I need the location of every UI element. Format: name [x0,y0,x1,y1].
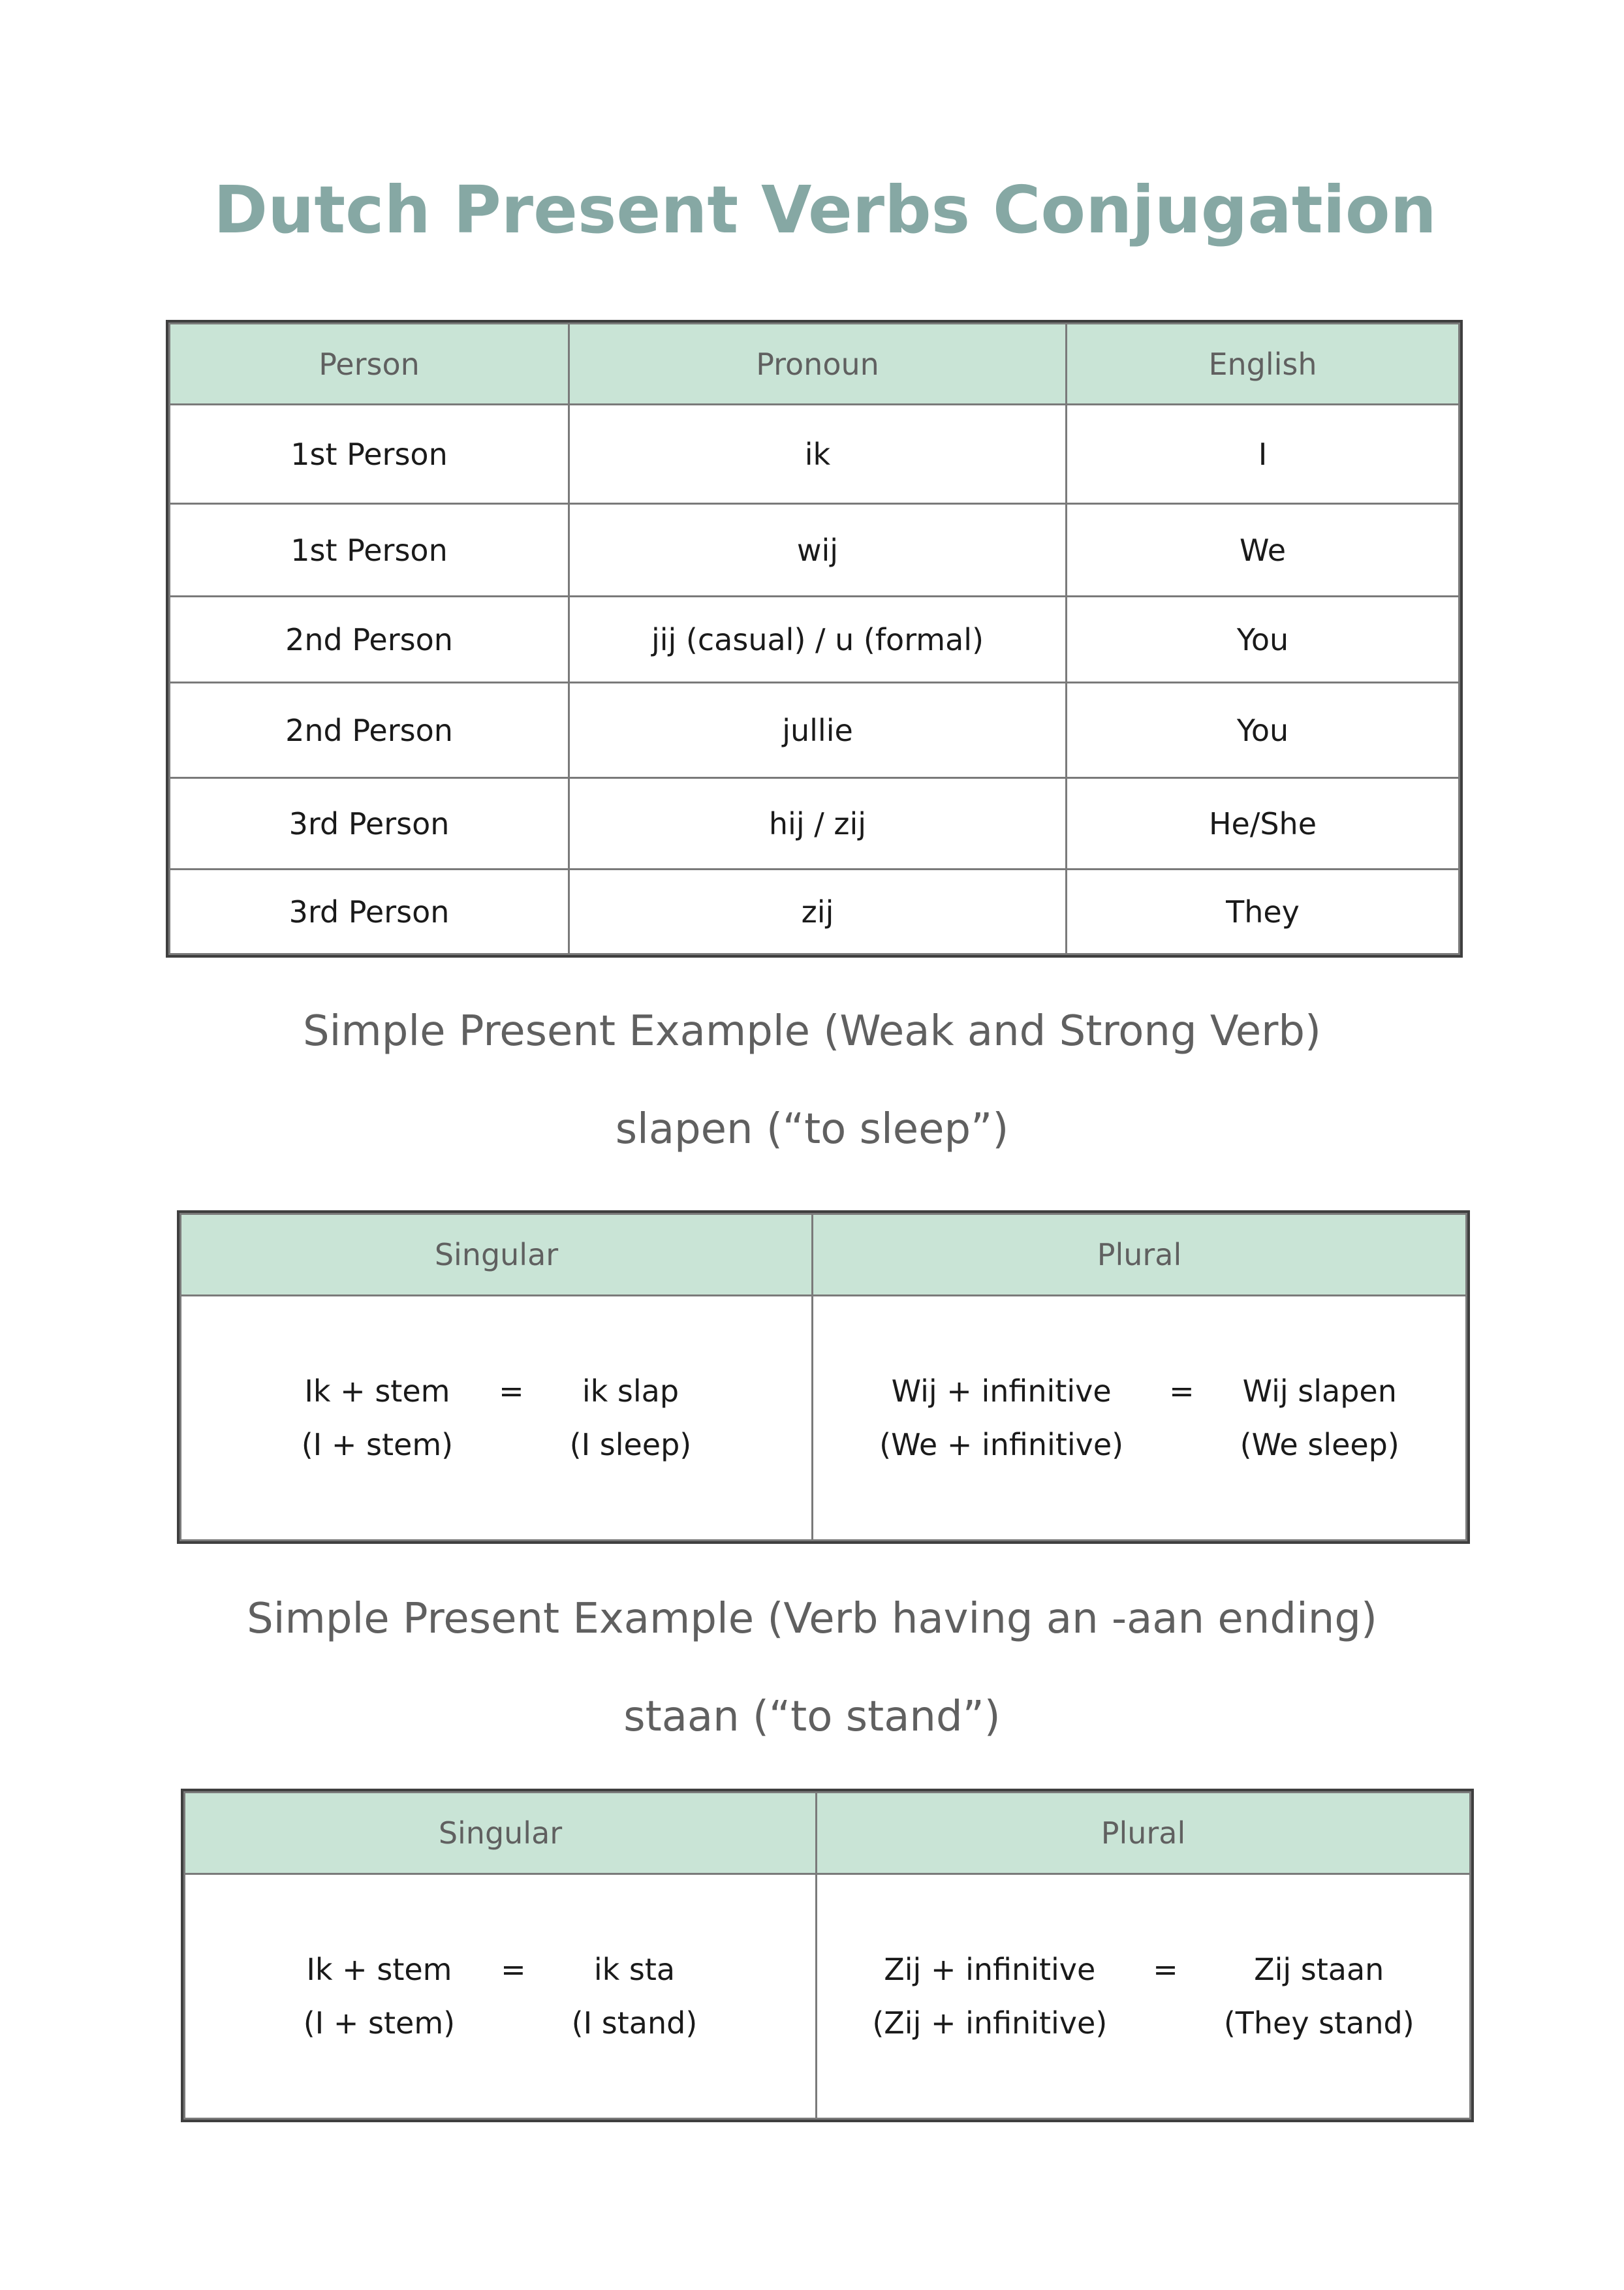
plural-cell [817,1874,1471,2119]
example2-verb: staan (“to stand”) [623,1693,1001,1741]
formula-text: Wij + infinitive [891,1373,1112,1409]
pronoun-cell: hij / zij [569,778,1067,870]
person-cell: 1st Person [170,405,569,504]
formula-translation: (I + stem) [301,1427,454,1462]
english-cell: They [1067,870,1460,954]
column-header-plural: Plural [817,1793,1471,1874]
page-title: Dutch Present Verbs Conjugation [213,172,1437,248]
table-row [170,870,1460,954]
result-text: ik slap [582,1373,679,1409]
formula-translation: (We + infinitive) [879,1427,1124,1462]
equals-sign: = [499,1373,524,1409]
result-text: Wij slapen [1242,1373,1397,1409]
column-header-singular: Singular [181,1214,813,1296]
formula-translation: (Zij + infinitive) [872,2005,1108,2041]
singular-cell [181,1296,813,1541]
person-cell: 2nd Person [170,683,569,778]
equals-sign: = [1169,1373,1195,1409]
table-header-row [170,324,1460,405]
result-text: Zij staan [1254,1952,1384,1987]
pronoun-cell: wij [569,504,1067,597]
column-header-pronoun: Pronoun [569,324,1067,405]
conjugation-formula [304,1952,698,2041]
singular-cell [185,1874,817,2119]
example2-heading: Simple Present Example (Verb having an -aan ending) [247,1595,1377,1643]
plural-cell [813,1296,1467,1541]
table-row [170,405,1460,504]
example1-table [180,1213,1467,1541]
pronoun-table [168,322,1460,955]
pronoun-cell: ik [569,405,1067,504]
result-translation: (They stand) [1223,2005,1414,2041]
formula-translation: (I + stem) [303,2005,456,2041]
person-cell: 2nd Person [170,597,569,683]
table-row [170,683,1460,778]
person-cell: 3rd Person [170,870,569,954]
english-cell: You [1067,597,1460,683]
table-row [170,597,1460,683]
conjugation-formula [879,1373,1399,1462]
english-cell: I [1067,405,1460,504]
result-translation: (We sleep) [1240,1427,1399,1462]
english-cell: We [1067,504,1460,597]
example1-verb: slapen (“to sleep”) [615,1105,1009,1153]
column-header-plural: Plural [813,1214,1467,1296]
table-header-row [185,1793,1471,1874]
formula-text: Zij + infinitive [884,1952,1096,1987]
conjugation-formula [302,1373,692,1462]
pronoun-cell: zij [569,870,1067,954]
table-header-row [181,1214,1467,1296]
formula-text: Ik + stem [306,1952,452,1987]
table-row [185,1874,1471,2119]
english-cell: You [1067,683,1460,778]
english-cell: He/She [1067,778,1460,870]
table-row [181,1296,1467,1541]
result-translation: (I stand) [571,2005,698,2041]
formula-text: Ik + stem [304,1373,450,1409]
example2-table [183,1791,1471,2120]
column-header-singular: Singular [185,1793,817,1874]
table-row [170,504,1460,597]
result-translation: (I sleep) [569,1427,692,1462]
person-cell: 3rd Person [170,778,569,870]
equals-sign: = [501,1952,526,1987]
example1-heading: Simple Present Example (Weak and Strong Verb) [303,1007,1321,1056]
person-cell: 1st Person [170,504,569,597]
pronoun-cell: jullie [569,683,1067,778]
pronoun-cell: jij (casual) / u (formal) [569,597,1067,683]
equals-sign: = [1153,1952,1178,1987]
conjugation-formula [872,1952,1414,2041]
result-text: ik sta [593,1952,676,1987]
column-header-person: Person [170,324,569,405]
column-header-english: English [1067,324,1460,405]
table-row [170,778,1460,870]
